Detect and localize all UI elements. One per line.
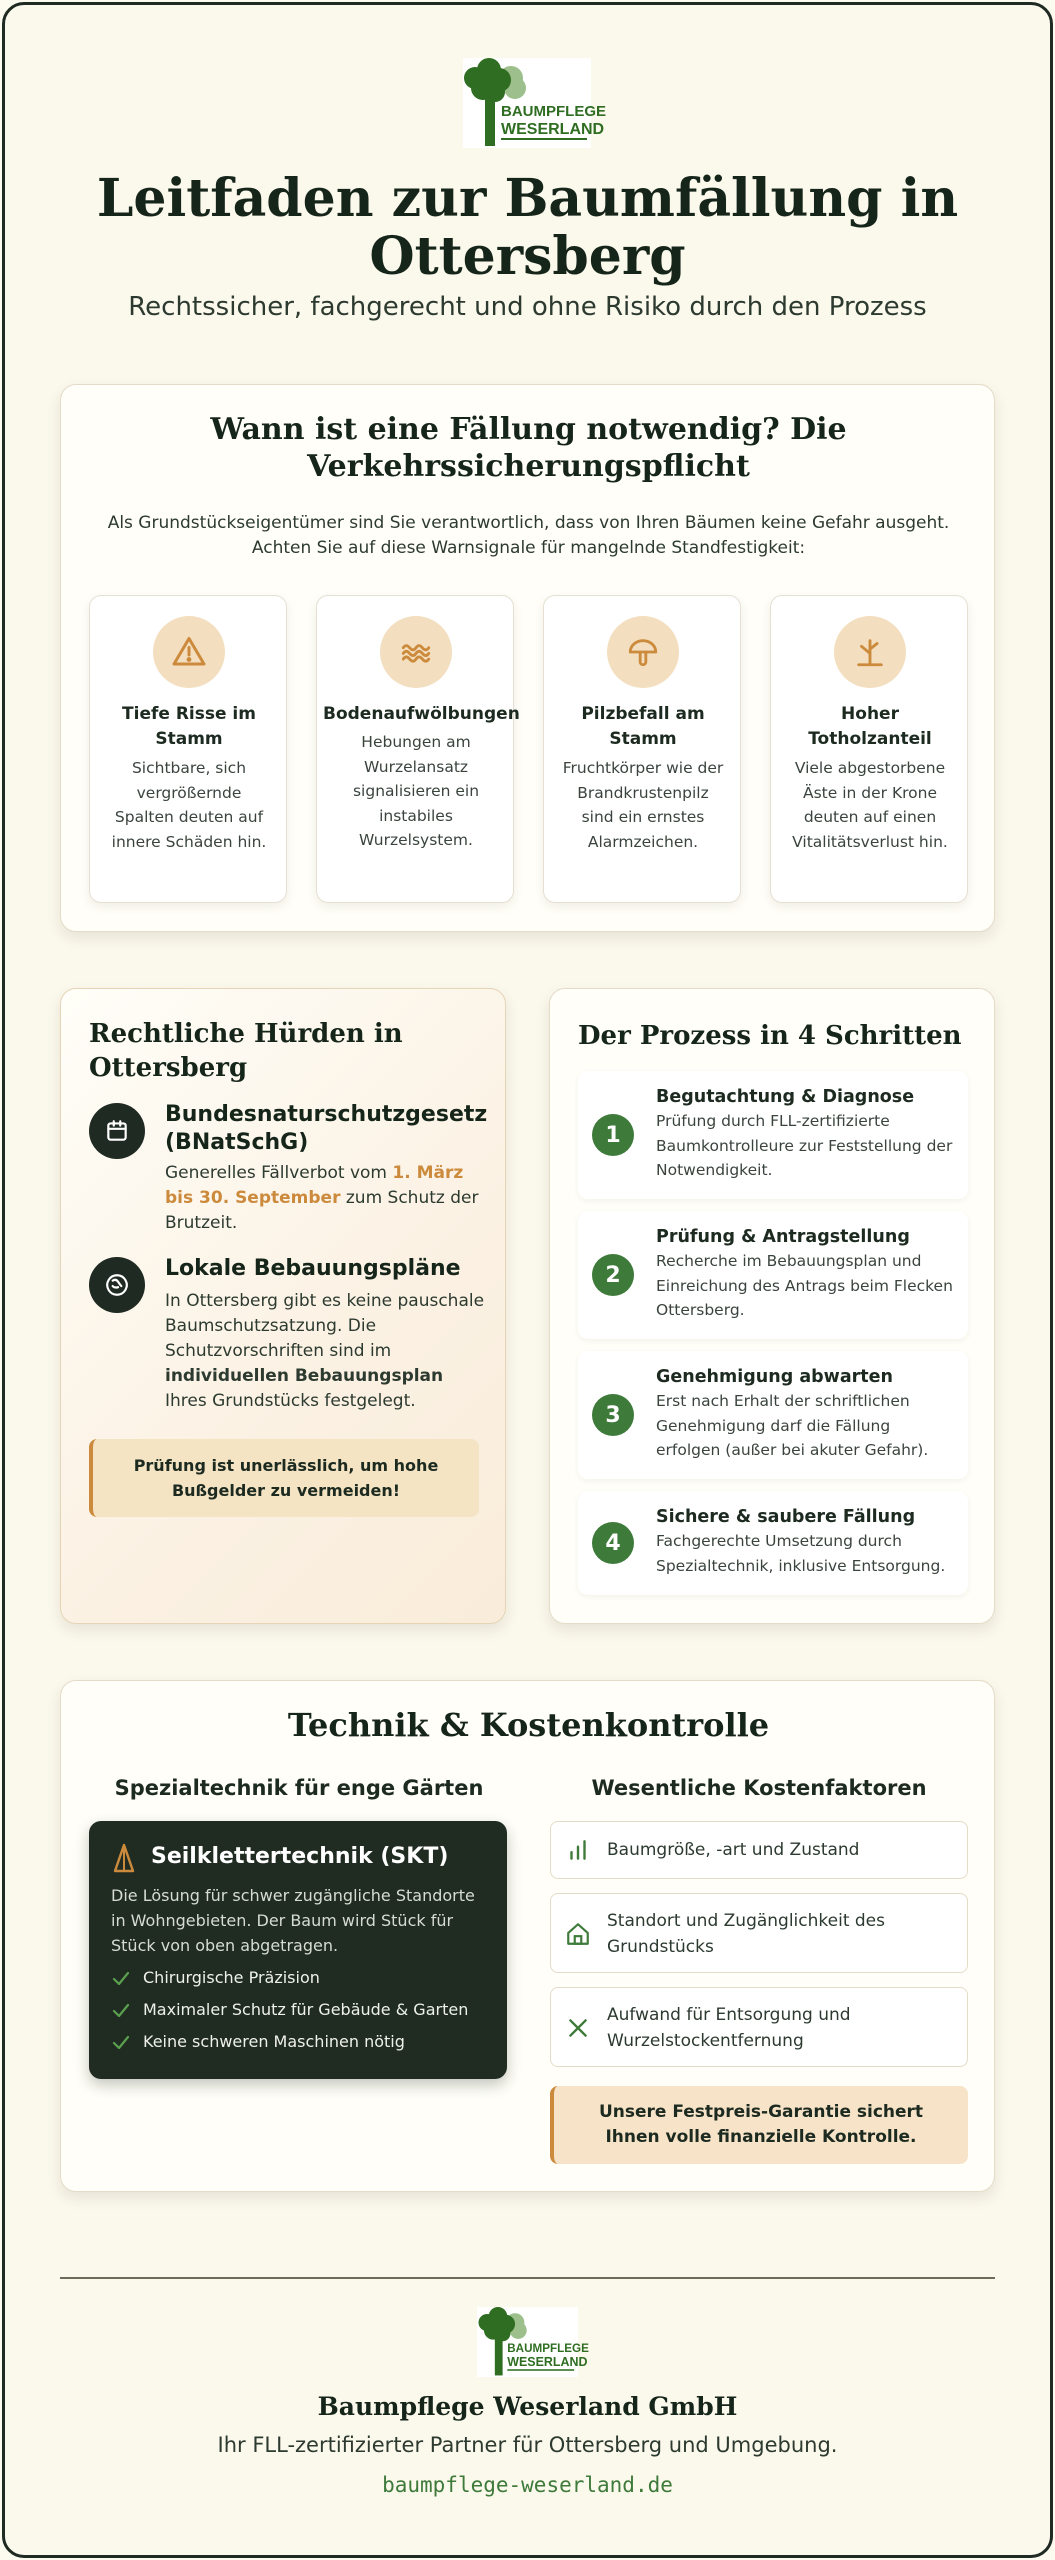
house-icon (565, 1921, 591, 1947)
closed-season-highlight: 1. März bis 30. September (165, 1163, 464, 1208)
sign-title: Hoher Totholzanteil (808, 704, 932, 749)
step-text: Erst nach Erhalt der schriftlichen Genehmigung darf die Fällung erfolgen (außer bei akuter Gefahr). (656, 1392, 929, 1459)
warning-triangle-icon (153, 616, 225, 688)
cost-factor-text: Standort und Zugänglichkeit des Grundstücks (607, 1911, 886, 1957)
check-icon (111, 1965, 131, 1991)
cost-factor-text: Baumgröße, -art und Zustand (607, 1840, 860, 1860)
warning-sign-card (316, 595, 520, 903)
skt-feature (111, 1997, 491, 2023)
cost-factor-item (550, 1893, 968, 1973)
process-title: Der Prozess in 4 Schritten (578, 1021, 962, 1051)
necessity-intro (81, 511, 976, 561)
legal-text-part: Generelles Fällverbot vom (165, 1163, 393, 1183)
close-x-icon (565, 2015, 591, 2041)
brand-logo (463, 58, 606, 148)
cost-factor-item (550, 1987, 968, 2067)
cost-factor-item (550, 1821, 968, 1879)
legal-callout: Prüfung ist unerlässlich, um hohe Bußgelder zu vermeiden! (89, 1439, 479, 1517)
sign-text: Sichtbare, sich vergrößernde Spalten deuten auf innere Schäden hin. (111, 759, 267, 851)
legal-text-part: In Ottersberg gibt es keine pauschale Baumschutzsatzung. Die Schutzvorschriften sind im (165, 1291, 485, 1361)
map-plan-icon (89, 1257, 145, 1313)
warning-sign-card (89, 595, 287, 903)
skt-card (89, 1821, 507, 2079)
legal-section (60, 988, 506, 1624)
process-step (578, 1211, 968, 1339)
step-number-badge: 1 (592, 1114, 634, 1156)
necessity-intro-line2: Achten Sie auf diese Warnsignale für mangelnde Standfestigkeit: (251, 538, 806, 558)
tree-logo-icon (477, 2307, 589, 2377)
step-title: Sichere & saubere Fällung (656, 1507, 916, 1527)
website-link[interactable]: baumpflege-weserland.de (382, 2473, 673, 2497)
company-name: Baumpflege Weserland GmbH (317, 2392, 738, 2421)
step-number-badge: 3 (592, 1394, 634, 1436)
skt-feature-label: Chirurgische Präzision (143, 1968, 320, 1987)
technik-section (60, 1680, 995, 2192)
technik-title: Technik & Kostenkontrolle (287, 1706, 770, 1744)
process-step (578, 1491, 968, 1595)
price-guarantee-callout: Unsere Festpreis-Garantie sichert Ihnen volle finanzielle Kontrolle. (550, 2086, 968, 2164)
warning-sign-card (770, 595, 968, 903)
process-step (578, 1351, 968, 1479)
sign-title: Pilzbefall am Stamm (581, 704, 705, 749)
bar-chart-icon (565, 1837, 591, 1863)
necessity-intro-line1: Als Grundstückseigentümer sind Sie verantwortlich, dass von Ihren Bäumen keine Gefahr ausgeht. (107, 513, 950, 533)
process-step (578, 1071, 968, 1199)
logo-text-line1: BAUMPFLEGE (507, 2342, 589, 2356)
sign-text: Fruchtkörper wie der Brandkrustenpilz sind ein ernstes Alarmzeichen. (562, 759, 724, 851)
logo-text-line2: WESERLAND (501, 121, 605, 138)
skt-title: Seilklettertechnik (SKT) (151, 1844, 449, 1869)
step-text: Fachgerechte Umsetzung durch Spezialtechnik, inklusive Entsorgung. (656, 1532, 946, 1575)
skt-feature (111, 2029, 491, 2055)
mushroom-icon (607, 616, 679, 688)
step-number-badge: 2 (592, 1254, 634, 1296)
necessity-title: Wann ist eine Fällung notwendig? Die Verkehrssicherungspflicht (210, 412, 847, 484)
necessity-section (60, 384, 995, 932)
legal-item-title: Bundesnaturschutzgesetz (BNatSchG) (165, 1102, 488, 1155)
sign-text: Viele abgestorbene Äste in der Krone deuten auf einen Vitalitätsverlust hin. (792, 759, 948, 851)
warning-sign-card (543, 595, 741, 903)
legal-item-text (165, 1161, 485, 1236)
legal-item-title: Lokale Bebauungspläne (165, 1256, 461, 1281)
footer-logo (477, 2307, 589, 2377)
check-icon (111, 2029, 131, 2055)
special-tech-heading: Spezialtechnik für enge Gärten (114, 1776, 484, 1800)
company-tagline: Ihr FLL-zertifizierter Partner für Ottersberg und Umgebung. (217, 2433, 838, 2457)
calendar-icon (89, 1103, 145, 1159)
dead-branch-icon (834, 616, 906, 688)
sign-title: Bodenaufwölbungen (323, 704, 520, 724)
step-text: Recherche im Bebauungsplan und Einreichung des Antrags beim Flecken Ottersberg. (656, 1252, 953, 1319)
page-subtitle: Rechtssicher, fachgerecht und ohne Risiko durch den Prozess (128, 292, 927, 322)
step-text: Prüfung durch FLL-zertifizierte Baumkontrolleure zur Feststellung der Notwendigkeit. (656, 1112, 953, 1179)
cost-factors-heading: Wesentliche Kostenfaktoren (591, 1776, 927, 1800)
legal-text-part: Ihres Grundstücks festgelegt. (165, 1391, 416, 1411)
sign-title: Tiefe Risse im Stamm (122, 704, 256, 749)
skt-feature-label: Keine schweren Maschinen nötig (143, 2032, 405, 2051)
waves-icon (380, 616, 452, 688)
logo-text-line1: BAUMPFLEGE (501, 103, 606, 120)
tree-logo-icon (463, 58, 606, 148)
cost-factor-text: Aufwand für Entsorgung und Wurzelstockentfernung (607, 2005, 851, 2051)
skt-text: Die Lösung für schwer zugängliche Standorte in Wohngebieten. Der Baum wird Stück für Stück von oben abgetragen. (111, 1886, 475, 1955)
legal-title: Rechtliche Hürden in Ottersberg (89, 1019, 403, 1083)
legal-text-part: zum Schutz der Brutzeit. (165, 1188, 479, 1233)
step-title: Prüfung & Antragstellung (656, 1227, 910, 1247)
skt-feature (111, 1965, 491, 1991)
step-title: Begutachtung & Diagnose (656, 1087, 915, 1107)
climbing-tree-icon (111, 1843, 137, 1873)
process-section (549, 988, 995, 1624)
skt-feature-label: Maximaler Schutz für Gebäude & Garten (143, 2000, 469, 2019)
footer-divider (60, 2277, 995, 2279)
sign-text: Hebungen am Wurzelansatz signalisieren ein instabiles Wurzelsystem. (352, 733, 480, 849)
logo-text-line2: WESERLAND (507, 2355, 588, 2370)
step-title: Genehmigung abwarten (656, 1367, 893, 1387)
page-title: Leitfaden zur Baumfällung in Ottersberg (96, 168, 959, 287)
step-number-badge: 4 (592, 1522, 634, 1564)
check-icon (111, 1997, 131, 2023)
legal-item-text (165, 1289, 485, 1414)
building-plan-bold: individuellen Bebauungsplan (165, 1366, 444, 1386)
